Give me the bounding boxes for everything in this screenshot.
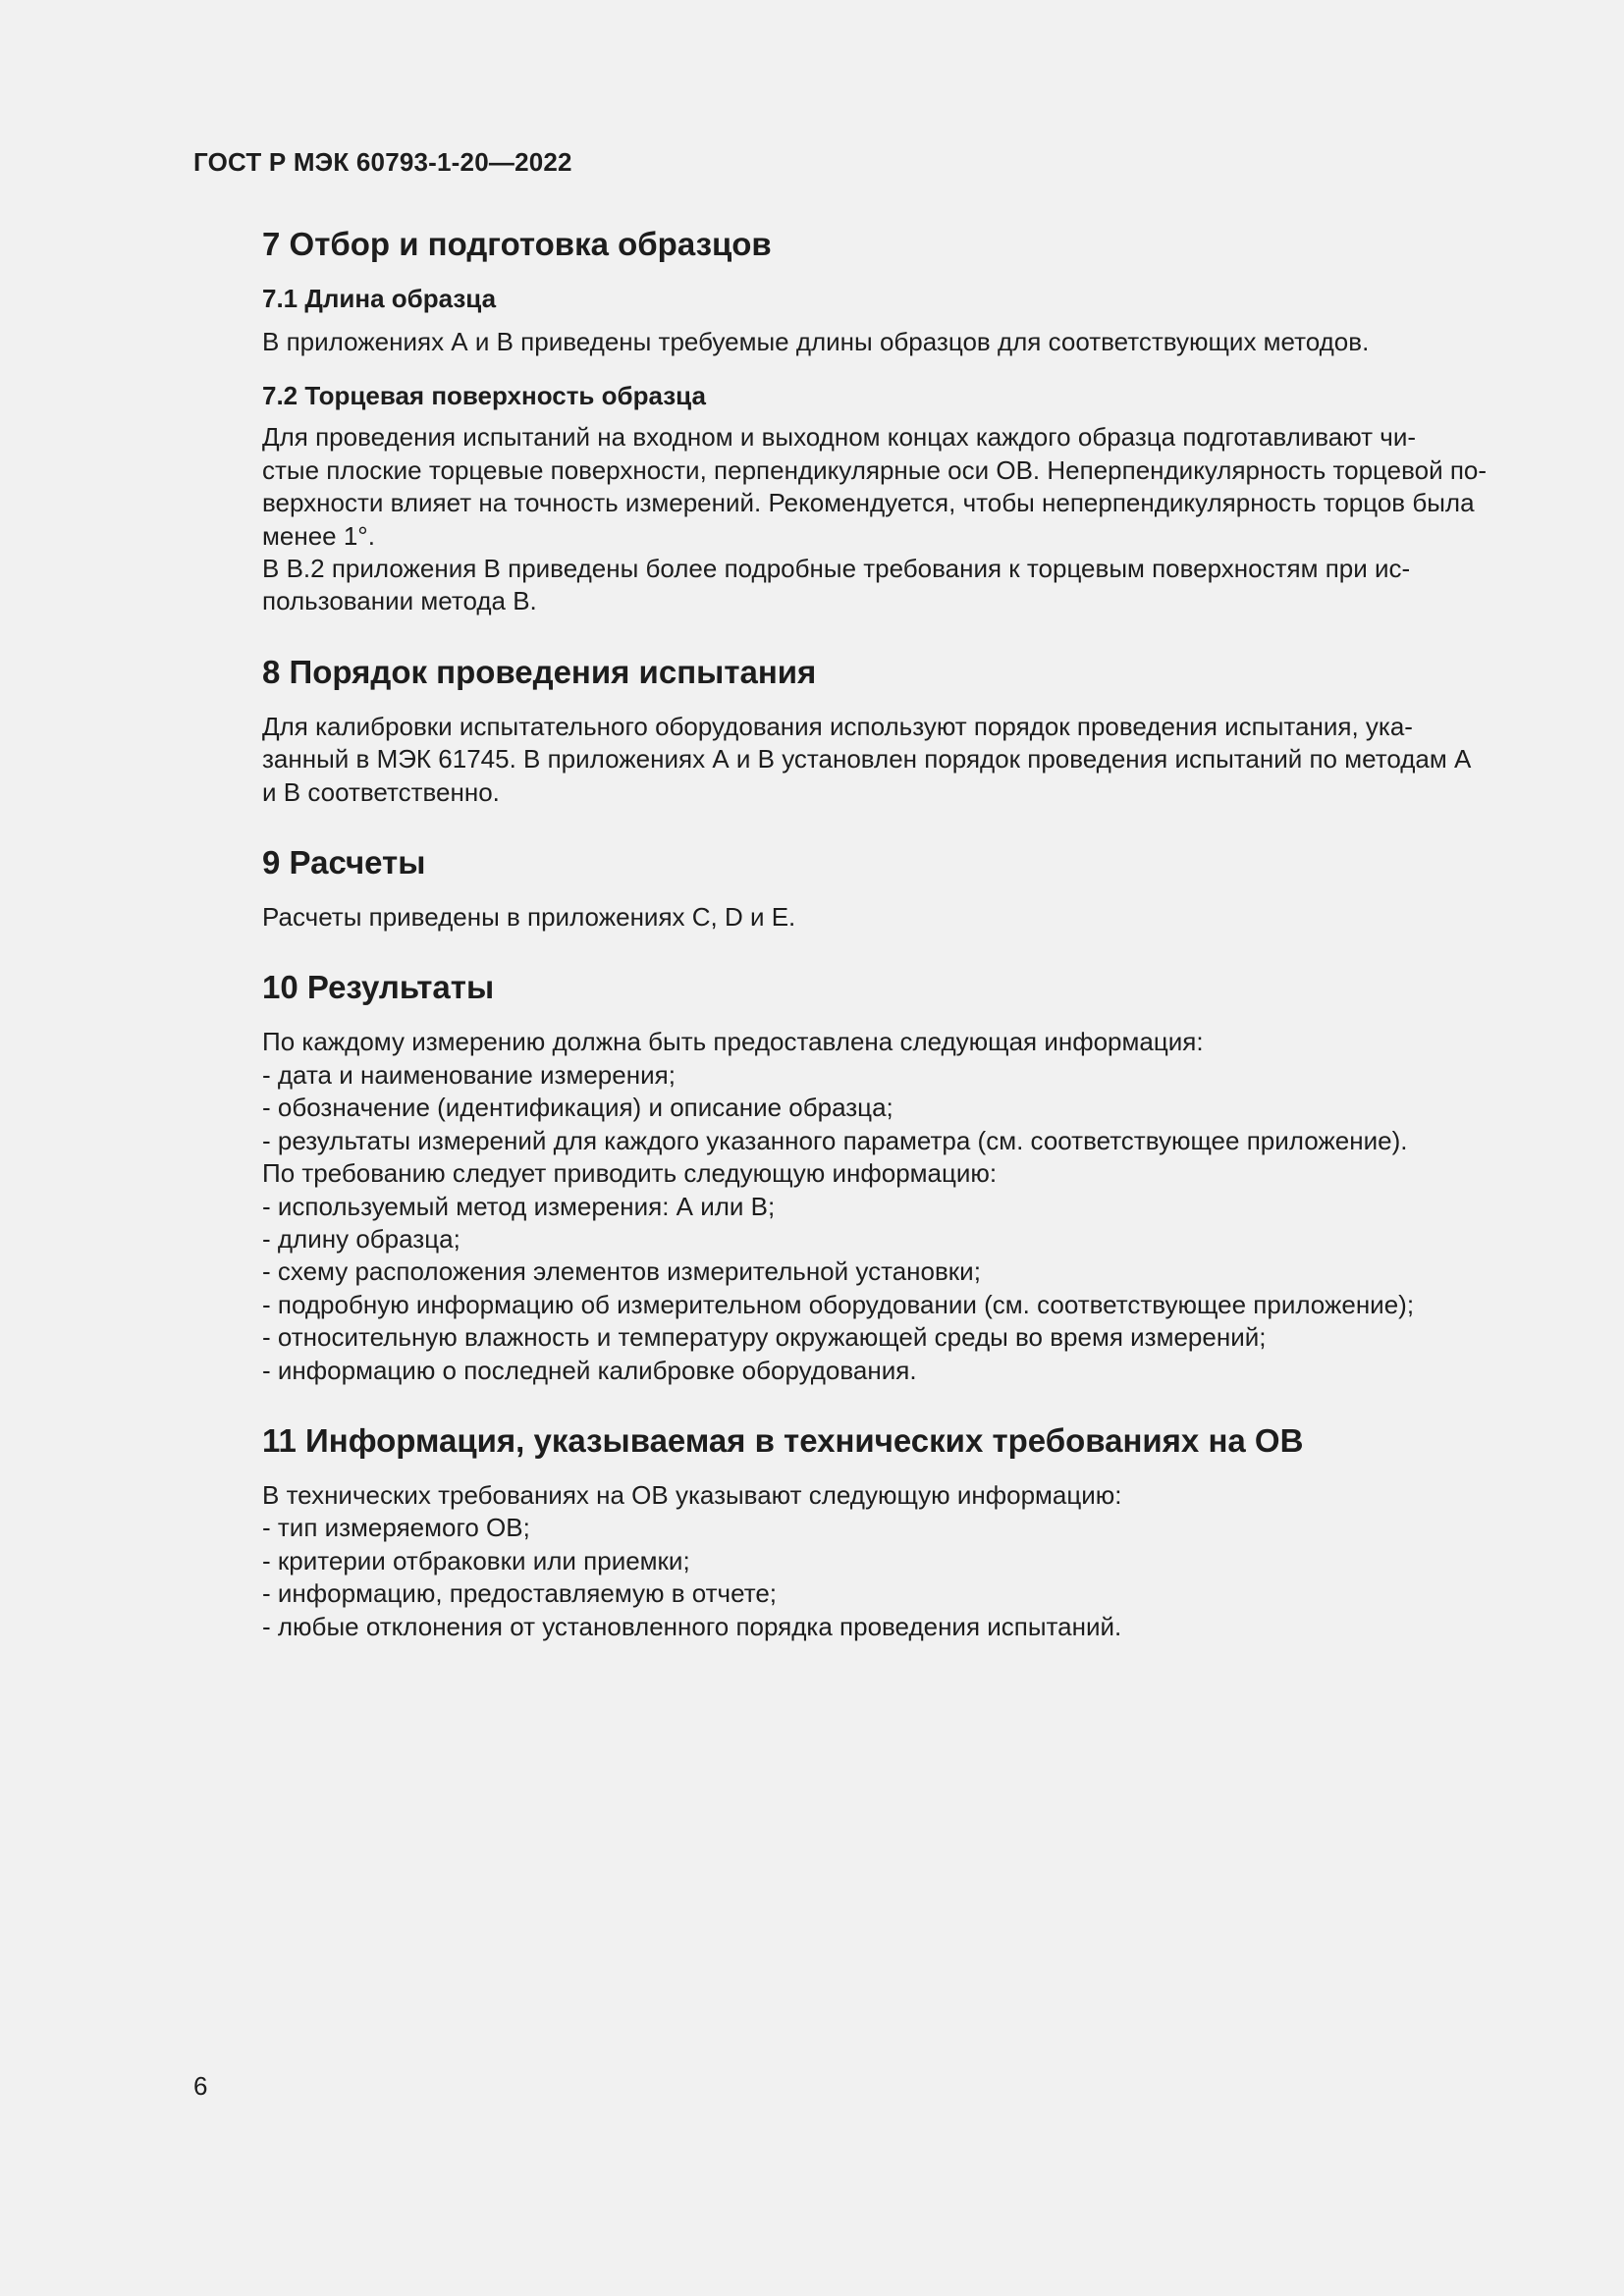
- section-11-body: [262, 1479, 1507, 1643]
- list-item: - обозначение (идентификация) и описание образца;: [262, 1093, 893, 1123]
- list-item: - длину образца;: [262, 1223, 460, 1254]
- optional-info-list: [262, 1191, 1507, 1387]
- list-item: - тип измеряемого ОВ;: [262, 1513, 530, 1543]
- list-item: - критерии отбраковки или приемки;: [262, 1545, 690, 1575]
- page-number: 6: [193, 2071, 208, 2101]
- text-line: верхности влияет на точность измерений. Рекомендуется, чтобы неперпендикулярность торцов была: [262, 488, 1475, 518]
- required-info-list: [262, 1059, 1507, 1157]
- list-item: - подробную информацию об измерительном оборудовании (см. соответствующее приложение);: [262, 1289, 1415, 1319]
- page-content: [262, 222, 1507, 1643]
- list-intro: В технических требованиях на ОВ указывают следующую информацию:: [262, 1479, 1122, 1510]
- text-line: В В.2 приложения В приведены более подробные требования к торцевым поверхностям при ис-: [262, 554, 1411, 584]
- list-item: - результаты измерений для каждого указанного параметра (см. соответствующее приложение).: [262, 1125, 1408, 1155]
- section-7-1-title: 7.1 Длина образца: [262, 284, 497, 313]
- section-7-2-title: 7.2 Торцевая поверхность образца: [262, 381, 706, 411]
- section-9-title: 9 Расчеты: [262, 844, 426, 881]
- list-item: - дата и наименование измерения;: [262, 1059, 676, 1090]
- text-line: стые плоские торцевые поверхности, перпендикулярные оси ОВ. Неперпендикулярность торцевой по-: [262, 454, 1488, 485]
- section-10-title: 10 Результаты: [262, 969, 495, 1006]
- section-7-title: 7 Отбор и подготовка образцов: [262, 226, 772, 262]
- text-line: Для проведения испытаний на входном и выходном концах каждого образца подготавливают чи-: [262, 422, 1417, 453]
- text-line: менее 1°.: [262, 520, 375, 551]
- text-line: пользовании метода В.: [262, 586, 537, 616]
- section-7-2-paragraph-2: [262, 553, 1507, 618]
- section-9-text: Расчеты приведены в приложениях С, D и Е.: [262, 902, 796, 933]
- list-intro: По требованию следует приводить следующую информацию:: [262, 1158, 998, 1189]
- text-line: Для калибровки испытательного оборудования используют порядок проведения испытания, ука-: [262, 711, 1413, 741]
- section-7-1-text: В приложениях А и В приведены требуемые длины образцов для соответствующих методов.: [262, 327, 1370, 356]
- section-11-title: 11 Информация, указываемая в технических требованиях на ОВ: [262, 1421, 1304, 1459]
- section-8-title: 8 Порядок проведения испытания: [262, 653, 817, 690]
- list-item: - схему расположения элементов измерительной установки;: [262, 1256, 981, 1287]
- document-header: ГОСТ Р МЭК 60793-1-20—2022: [193, 147, 572, 177]
- list-item: - информацию о последней калибровке оборудования.: [262, 1355, 917, 1385]
- list-item: - используемый метод измерения: А или В;: [262, 1191, 776, 1221]
- section-10-body: [262, 1026, 1507, 1386]
- list-intro: По каждому измерению должна быть предоставлена следующая информация:: [262, 1027, 1204, 1057]
- list-item: - информацию, предоставляемую в отчете;: [262, 1578, 777, 1609]
- list-item: - относительную влажность и температуру окружающей среды во время измерений;: [262, 1322, 1267, 1353]
- list-item: - любые отклонения от установленного порядка проведения испытаний.: [262, 1611, 1122, 1641]
- section-8-paragraph: [262, 711, 1507, 809]
- text-line: занный в МЭК 61745. В приложениях А и В установлен порядок проведения испытаний по методам А: [262, 744, 1472, 774]
- spec-info-list: [262, 1512, 1507, 1643]
- text-line: и В соответственно.: [262, 776, 500, 807]
- section-7-2-paragraph-1: [262, 421, 1507, 553]
